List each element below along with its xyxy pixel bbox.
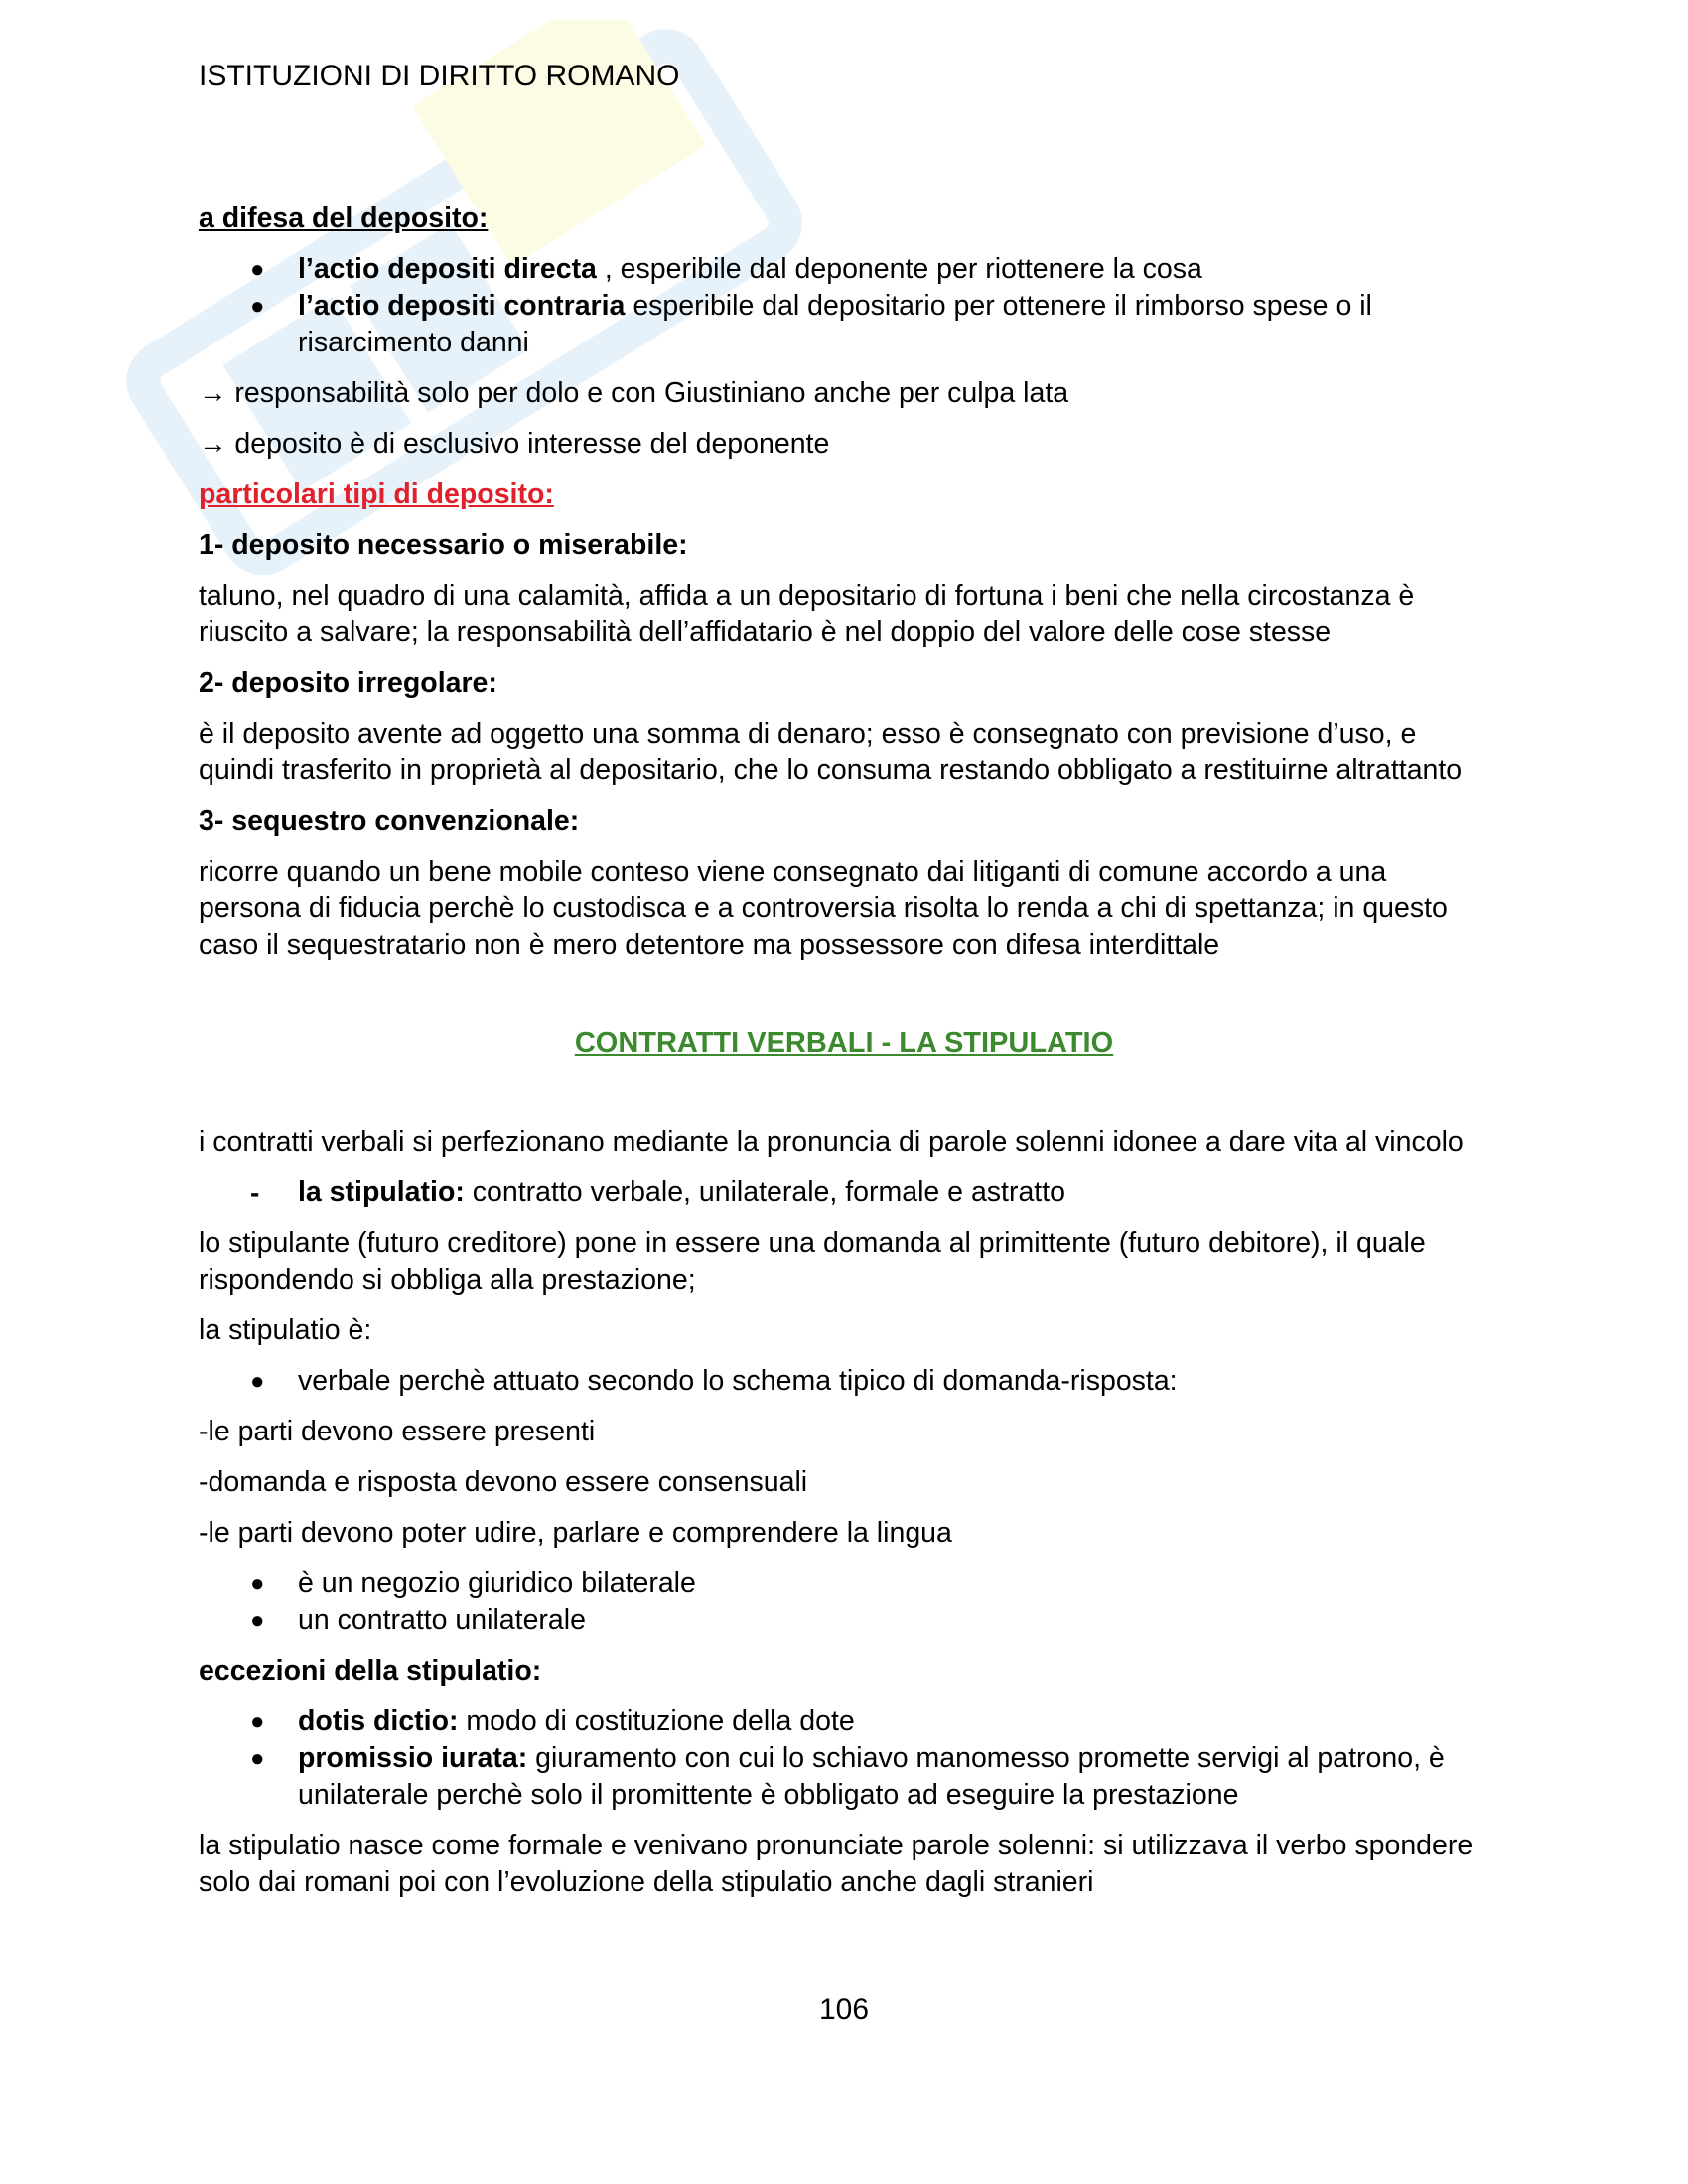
term-promissio-iurata: promissio iurata: (298, 1742, 528, 1774)
list-item (199, 251, 1489, 288)
term-actio-contraria: l’actio depositi contraria (298, 290, 626, 322)
heading-tipi-deposito: particolari tipi di deposito: (199, 478, 554, 510)
paragraph-interesse: → deposito è di esclusivo interesse del deponente (199, 428, 830, 460)
paragraph-deposito-irregolare: è il deposito avente ad oggetto una somma di denaro; esso è consegnato con previsione d’uso, e quindi trasferito in proprietà al depositario, che lo consuma restando obbligato a restituirne altrattanto (199, 718, 1463, 786)
item-text: contratto verbale, unilaterale, formale e astratto (464, 1176, 1065, 1208)
paragraph-sequestro: ricorre quando un bene mobile conteso viene consegnato dai litiganti di comune accordo a una persona di fiducia perchè lo custodisca e a controversia risolta lo renda a chi di spettanza; in questo caso il sequestratario non è mero detentore ma possessore con difesa interdittale (199, 856, 1448, 961)
page-number: 106 (818, 1993, 870, 2026)
page-header: ISTITUZIONI DI DIRITTO ROMANO (199, 60, 680, 92)
item-text: modo di costituzione della dote (458, 1706, 855, 1737)
list-item (199, 1704, 1489, 1740)
actio-list (199, 251, 1489, 361)
requirement-line: -domanda e risposta devono essere consensuali (199, 1466, 808, 1498)
term-actio-directa: l’actio depositi directa (298, 253, 597, 285)
item-text: , esperibile dal deponente per riottenere la cosa (596, 253, 1202, 285)
term-dotis-dictio: dotis dictio: (298, 1706, 459, 1737)
paragraph-deposito-necessario: taluno, nel quadro di una calamità, affida a un depositario di fortuna i beni che nella circostanza è riuscito a salvare; la responsabilità dell’affidatario è nel doppio del valore delle cose stesse (199, 580, 1415, 648)
term-stipulatio: la stipulatio: (298, 1176, 465, 1208)
list-item: ● un contratto unilaterale (199, 1602, 1489, 1639)
requirement-line: -le parti devono essere presenti (199, 1416, 596, 1447)
paragraph-stipulante: lo stipulante (futuro creditore) pone in essere una domanda al primittente (futuro debitore), il quale rispondendo si obbliga alla prestazione; (199, 1227, 1426, 1296)
list-item (199, 1740, 1489, 1814)
stipulatio-features-list (199, 1363, 1489, 1400)
document-body (199, 201, 1489, 1915)
list-item: ● è un negozio giuridico bilaterale (199, 1566, 1489, 1602)
paragraph-stipulatio-e: la stipulatio è: (199, 1314, 372, 1346)
heading-difesa-deposito: a difesa del deposito: (199, 203, 489, 234)
list-item (199, 1174, 1489, 1211)
subheading-deposito-necessario: 1- deposito necessario o miserabile: (199, 529, 688, 561)
paragraph-contratti-verbali: i contratti verbali si perfezionano mediante la pronuncia di parole solenni idonee a dare vita al vincolo (199, 1126, 1464, 1158)
subheading-deposito-irregolare: 2- deposito irregolare: (199, 667, 497, 699)
stipulatio-nature-list (199, 1566, 1489, 1639)
paragraph-responsabilita: → responsabilità solo per dolo e con Giustiniano anche per culpa lata (199, 377, 1069, 409)
list-item (199, 288, 1489, 361)
subheading-sequestro: 3- sequestro convenzionale: (199, 805, 580, 837)
item-text: giuramento con cui lo schiavo manomesso promette servigi al patrono, è unilaterale perchè solo il promittente è obbligato ad eseguire la prestazione (298, 1742, 1445, 1811)
item-text: esperibile dal depositario per ottenere il rimborso spese o il risarcimento danni (298, 290, 1372, 358)
section-title: CONTRATTI VERBALI - LA STIPULATIO (574, 1027, 1114, 1059)
subheading-eccezioni: eccezioni della stipulatio: (199, 1655, 542, 1687)
paragraph-final: la stipulatio nasce come formale e venivano pronunciate parole solenni: si utilizzava il verbo spondere solo dai romani poi con l’evoluzione della stipulatio anche dagli stranieri (199, 1830, 1474, 1898)
stipulatio-definition-list (199, 1174, 1489, 1211)
requirement-line: -le parti devono poter udire, parlare e comprendere la lingua (199, 1517, 952, 1549)
list-item: ● verbale perchè attuato secondo lo schema tipico di domanda-risposta: (199, 1363, 1489, 1400)
eccezioni-list (199, 1704, 1489, 1814)
